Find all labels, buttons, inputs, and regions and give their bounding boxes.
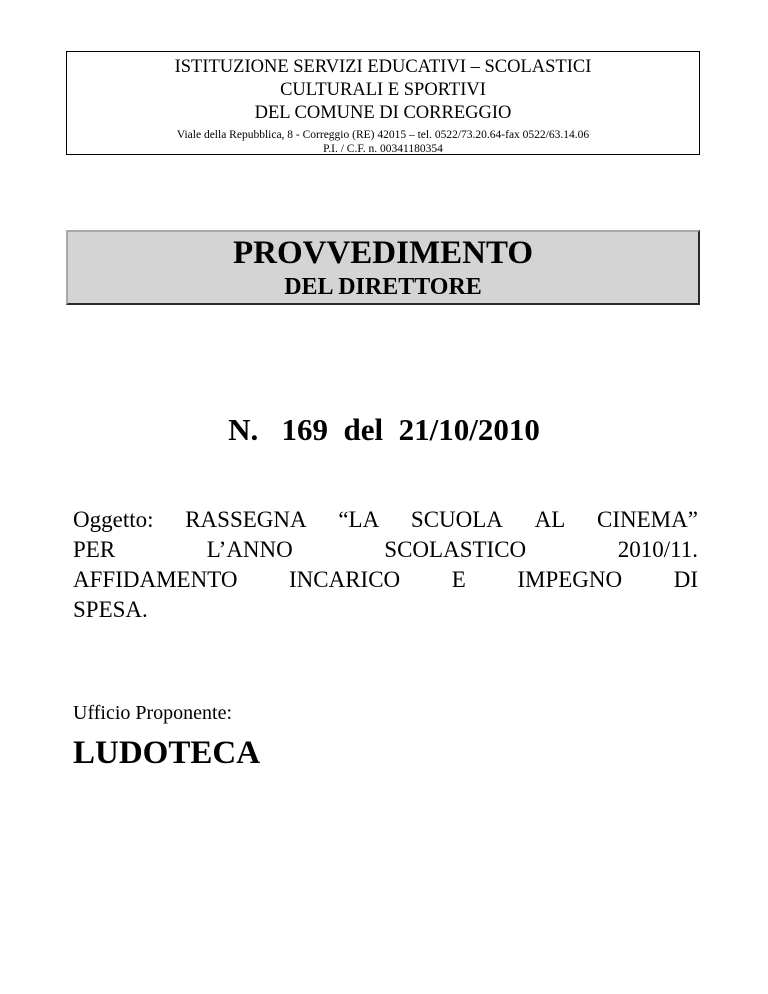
subject-line-4 <box>73 595 698 625</box>
subject-word: SCUOLA <box>410 507 503 532</box>
subject-word: PER <box>73 537 116 562</box>
subject-word: E <box>451 567 466 592</box>
subject-line-3 <box>73 565 698 595</box>
subject-word: “LA <box>338 507 380 532</box>
institution-address: Viale della Repubblica, 8 - Correggio (RE) 42015 – tel. 0522/73.20.64-fax 0522/63.14.06 <box>176 129 590 141</box>
subject-word: 2010/11. <box>617 537 698 562</box>
proposing-office-name: LUDOTECA <box>73 735 261 771</box>
document-subject <box>73 505 698 625</box>
subject-word: Oggetto: <box>73 507 154 532</box>
subject-word: AL <box>534 507 566 532</box>
document-title-box <box>66 230 700 305</box>
subject-word: CINEMA” <box>597 507 698 532</box>
document-subtitle: DEL DIRETTORE <box>284 274 482 300</box>
document-number-date: N. 169 del 21/10/2010 <box>228 412 540 447</box>
proposing-office-label: Ufficio Proponente: <box>73 702 233 724</box>
institution-tax-id: P.I. / C.F. n. 00341180354 <box>323 143 443 155</box>
institution-name-line-2: CULTURALI E SPORTIVI <box>280 80 486 100</box>
institution-header <box>66 51 700 155</box>
subject-word: AFFIDAMENTO <box>73 567 238 592</box>
subject-word: RASSEGNA <box>185 507 307 532</box>
institution-name-line-3: DEL COMUNE DI CORREGGIO <box>254 103 512 123</box>
subject-line-1 <box>73 505 698 535</box>
subject-word: DI <box>673 567 698 592</box>
subject-word: L’ANNO <box>206 537 293 562</box>
subject-word: SPESA. <box>73 597 148 622</box>
subject-word: IMPEGNO <box>517 567 623 592</box>
document-title: PROVVEDIMENTO <box>232 235 534 271</box>
institution-name-line-1: ISTITUZIONE SERVIZI EDUCATIVI – SCOLASTICI <box>174 57 592 77</box>
subject-word: INCARICO <box>289 567 401 592</box>
subject-line-2 <box>73 535 698 565</box>
subject-word: SCOLASTICO <box>384 537 527 562</box>
